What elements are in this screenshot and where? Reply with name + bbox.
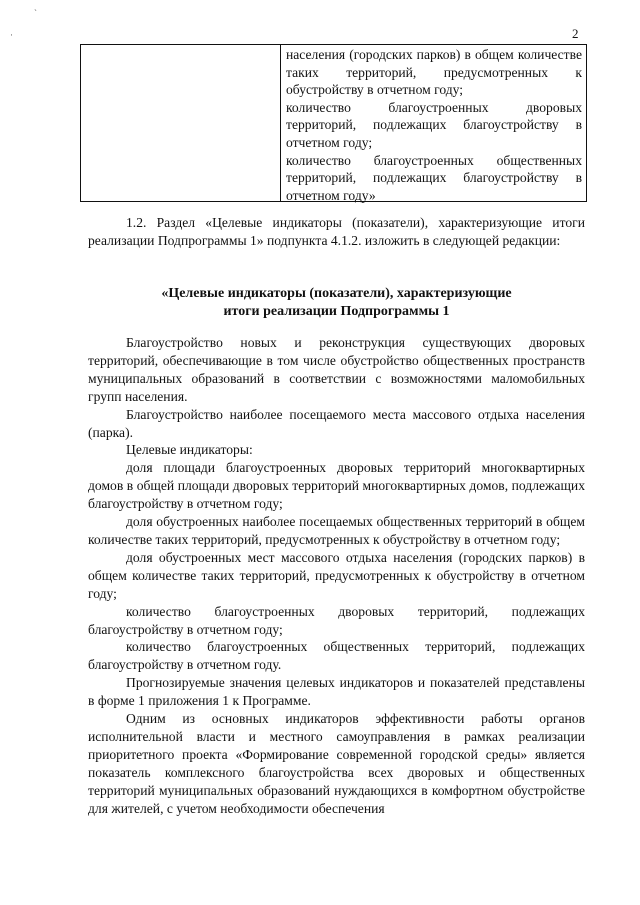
intro-paragraph [88, 214, 585, 250]
table-line: населения (городских парков) в общем количестве таких территорий, предусмотренных к обустройству в отчетном году; [286, 47, 582, 98]
heading-line-2: итоги реализации Подпрограммы 1 [223, 304, 450, 319]
paragraph: Одним из основных индикаторов эффективности работы органов исполнительной власти и местного самоуправления в рамках реализации приоритетного проекта «Формирование современной городской среды» является показатель комплексного благоустройства всех дворовых и общественных территорий муниципальных образований нуждающихся в комфортном обустройстве для жителей, с учетом необходимости обеспечения [88, 711, 585, 816]
table-line: количество благоустроенных дворовых территорий, подлежащих благоустройству в отчетном году; [286, 99, 582, 150]
paragraph: доля площади благоустроенных дворовых территорий многоквартирных домов в общей площади дворовых территорий многоквартирных домов, подлежащих благоустройству в отчетном году; [88, 460, 585, 512]
table-line: количество благоустроенных общественных территорий, подлежащих благоустройству в отчетном году» [286, 152, 582, 203]
heading-line-1: «Целевые индикаторы (показатели), характеризующие [161, 286, 512, 301]
paragraph: Благоустройство наиболее посещаемого места массового отдыха населения (парка). [88, 406, 585, 440]
paragraph: доля обустроенных наиболее посещаемых общественных территорий в общем количестве таких территорий, предусмотренных к обустройству в отчетном году; [88, 514, 585, 547]
scan-mark: · [10, 30, 13, 40]
paragraph: количество благоустроенных дворовых территорий, подлежащих благоустройству в отчетном году; [88, 603, 585, 637]
page-number: 2 [572, 26, 579, 41]
table-right-cell [281, 45, 586, 201]
paragraph: количество благоустроенных общественных территорий, подлежащих благоустройству в отчетном году. [88, 639, 585, 673]
section-heading [88, 285, 585, 321]
paragraph: Целевые индикаторы: [126, 442, 253, 458]
continuation-table [80, 44, 587, 202]
table-left-cell [81, 45, 281, 201]
body-paragraphs [88, 334, 585, 817]
paragraph: Прогнозируемые значения целевых индикаторов и показателей представлены в форме 1 приложения 1 к Программе. [88, 675, 585, 709]
intro-text: 1.2. Раздел «Целевые индикаторы (показатели), характеризующие итоги реализации Подпрограммы 1» подпункта 4.1.2. изложить в следующей редакции: [88, 215, 585, 248]
scan-mark: ` [34, 8, 37, 18]
paragraph: доля обустроенных мест массового отдыха населения (городских парков) в общем количестве таких территорий, предусмотренных к обустройству в отчетном году; [88, 549, 585, 601]
paragraph: Благоустройство новых и реконструкция существующих дворовых территорий, обеспечивающие в том числе обустройство общественных пространств муниципальных образований в соответствии с возможностями маломобильных групп населения. [88, 335, 585, 404]
